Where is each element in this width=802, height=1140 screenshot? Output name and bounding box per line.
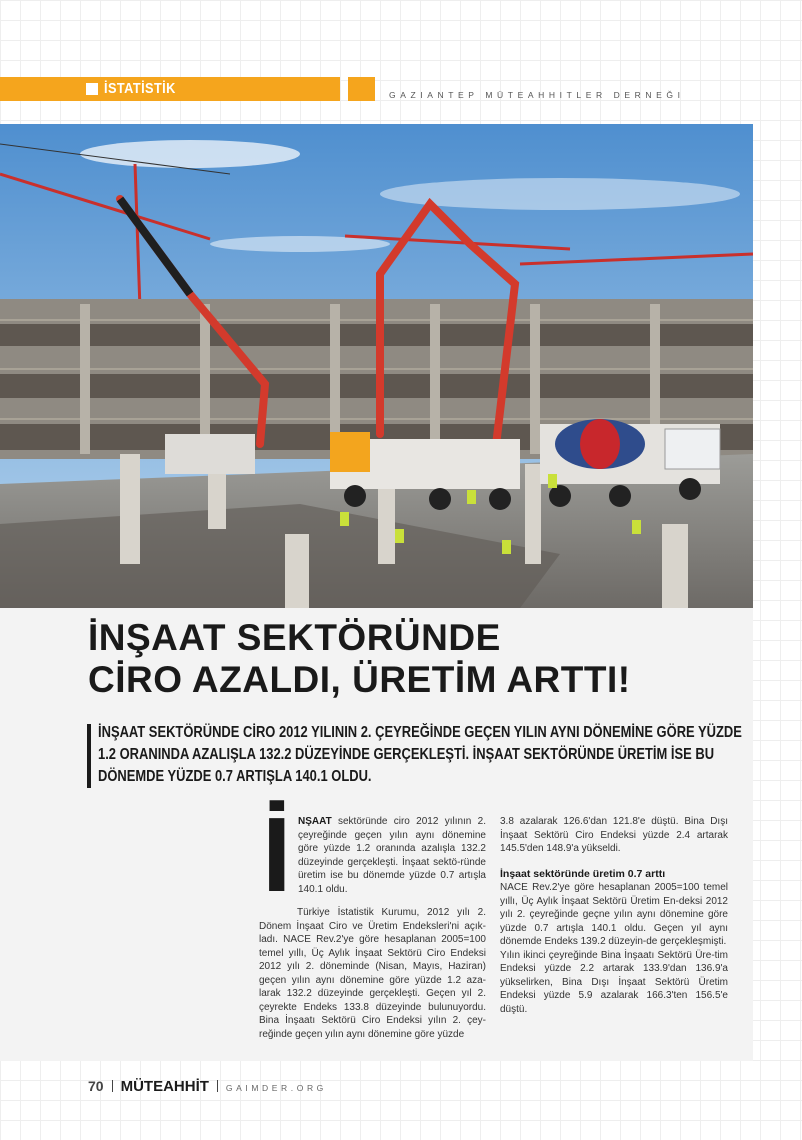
- paragraph-2: Türkiye İstatistik Kurumu, 2012 yılı 2. Dönem İnşaat Ciro ve Üretim Endeksleri'ni açık-ladı. NACE Rev.2'ye göre hesaplanan 2005=100 temel yıllı, Üç Aylık İnşaat Sektörü Ciro Endeksi 2012 yılı 2. döneminde (Nisan, Mayıs, Haziran) geçen yılın aynı dönemine göre yüzde 1.2 aza-larak 132.2 düzeyinde gerçekleşti. Geçen yıl 2. çeyrekte Endeks 133.8 düzeyinde bulunuyordu. Bina İnşaatı Sektörü Ciro Endeksi yılın 2. çey-reğinde geçen yılın aynı dönemine göre yüzde: [259, 907, 486, 1040]
- organization-name: GAZIANTEP MÜTEAHHITLER DERNEĞI: [389, 90, 685, 100]
- headline-line-1: İNŞAAT SEKTÖRÜNDE: [88, 617, 501, 658]
- construction-site-illustration: [0, 124, 753, 608]
- footer-divider: [217, 1080, 218, 1092]
- intro-text: sektöründe ciro 2012 yılının 2. çeyreğinde geçen yılın aynı dönemine göre yüzde 1.2 oranında azalışla 132.2 düzeyinde gerçekleşti. İnşaat sektö-ründe üretim ise bu dönemde yüzde 0.7 artışla 140.1 oldu.: [298, 816, 486, 895]
- hero-photo: [0, 124, 753, 608]
- body-column-1: [259, 906, 486, 1041]
- body-column-2: [500, 815, 728, 1016]
- article-headline: [88, 617, 738, 701]
- article-lead: İNŞAAT SEKTÖRÜNDE CİRO 2012 YILININ 2. ÇEYREĞİNDE GEÇEN YILIN AYNI DÖNEMİNE GÖRE YÜZDE 1.2 ORANINDA AZALIŞLA 132.2 DÜZEYİNDE GERÇEKLEŞTİ. İNŞAAT SEKTÖRÜNDE ÜRETİM İSE BU DÖNEMDE YÜZDE 0.7 ARTIŞLA 140.1 OLDU.: [98, 724, 742, 785]
- banner-accent-block: [348, 77, 375, 101]
- page-number: 70: [88, 1078, 104, 1094]
- paragraph-5: Yılın ikinci çeyreğinde Bina İnşaatı Sektörü Üre-tim Endeksi yüzde 2.2 artarak 133.9'dan 136.9'a yükselirken, Bina Dışı İnşaat Sektörü Üretim Endeksi yüzde 5.9 azalarak 166.3'ten 156.5'e düştü.: [500, 949, 728, 1015]
- page-footer: [88, 1078, 327, 1096]
- drop-cap: İ: [262, 796, 292, 914]
- body-intro: [298, 815, 486, 896]
- headline-line-2: CİRO AZALDI, ÜRETİM ARTTI!: [88, 659, 631, 700]
- section-square-icon: [86, 83, 98, 95]
- footer-divider: [112, 1080, 113, 1092]
- intro-bold-word: NŞAAT: [298, 816, 332, 827]
- paragraph-4: NACE Rev.2'ye göre hesaplanan 2005=100 temel yıllı, Üç Aylık İnşaat Sektörü Üretim En-deksi 2012 yılı 2. çeyreğinde geçne yılın aynı dönemine göre yüzde 0.7 artışla 140.1 oldu. Geçen yıl aynı dönemde Endeks 139.2 düzeyin-de gerçekleşmişti.: [500, 882, 728, 947]
- section-label: İSTATİSTİK: [104, 80, 176, 97]
- subheading: İnşaat sektöründe üretim 0.7 arttı: [500, 867, 666, 880]
- lead-rule: [87, 724, 91, 788]
- paragraph-3: 3.8 azalarak 126.6'dan 121.8'e düştü. Bina Dışı İnşaat Sektörü Ciro Endeksi yüzde 2.4 artarak 145.5'den 148.9'a yükseldi.: [500, 816, 728, 854]
- magazine-logo: MÜTEAHHİT: [120, 1078, 209, 1095]
- website-link[interactable]: GAIMDER.ORG: [225, 1083, 327, 1093]
